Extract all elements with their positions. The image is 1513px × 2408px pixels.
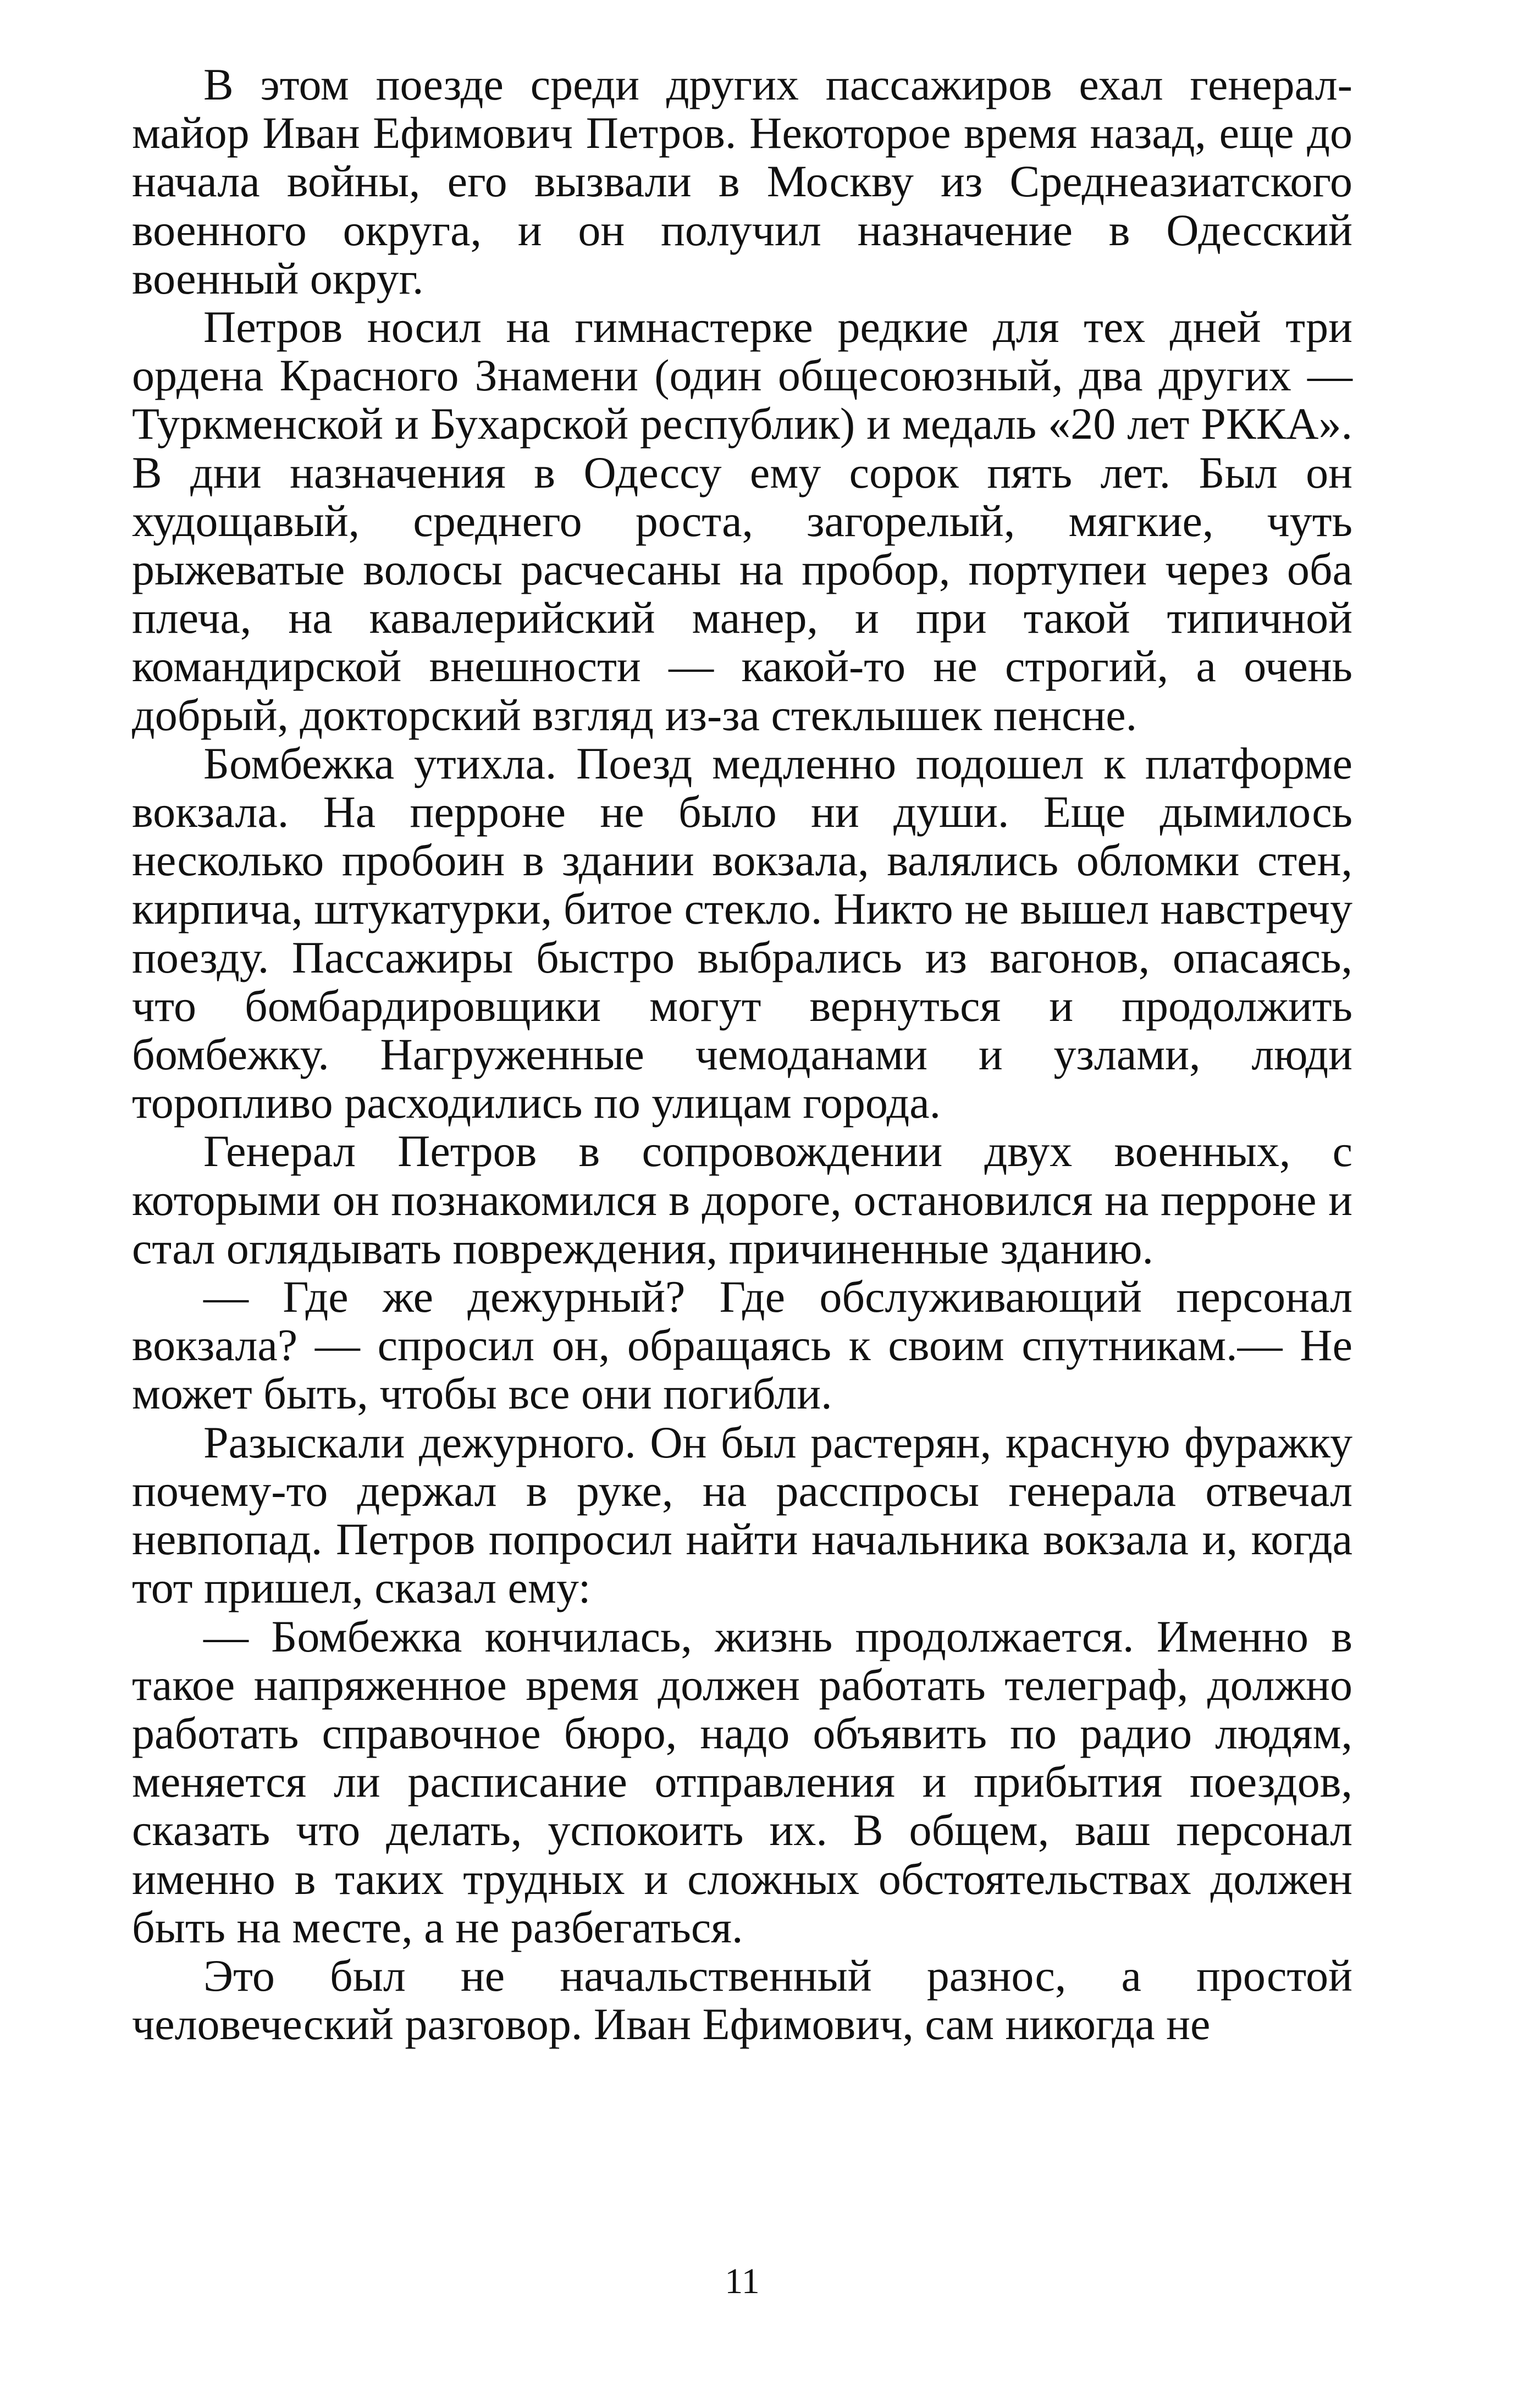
paragraph: Генерал Петров в сопровождении двух военных, с которыми он познакомился в дороге, остановился на перроне и стал оглядывать повреждения, причиненные зданию. — [132, 1126, 1352, 1273]
text-body — [132, 60, 1352, 2048]
paragraph: Петров носил на гимнастерке редкие для тех дней три ордена Красного Знамени (один общесоюзный, два других — Туркменской и Бухарской республик) и медаль «20 лет РККА». В дни назначения в Одессу ему сорок пять лет. Был он худощавый, среднего роста, загорелый, мягкие, чуть рыжеватые волосы расчесаны на пробор, портупеи через оба плеча, на кавалерийский манер, и при такой типичной командирской внешности — какой-то не строгий, а очень добрый, докторский взгляд из-за стеклышек пенсне. — [132, 302, 1352, 740]
page-number: 11 — [725, 2261, 760, 2301]
paragraph: В этом поезде среди других пассажиров ехал генерал-майор Иван Ефимович Петров. Некоторое время назад, еще до начала войны, его вызвали в Москву из Среднеазиатского военного округа, и он получил назначение в Одесский военный округ. — [132, 59, 1352, 303]
paragraph: — Бомбежка кончилась, жизнь продолжается. Именно в такое напряженное время должен работать телеграф, должно работать справочное бюро, надо объявить по радио людям, меняется ли расписание отправления и прибытия поездов, сказать что делать, успокоить их. В общем, ваш персонал именно в таких трудных и сложных обстоятельствах должен быть на месте, а не разбегаться. — [132, 1611, 1352, 1952]
paragraph: Бомбежка утихла. Поезд медленно подошел к платформе вокзала. На перроне не было ни души. Еще дымилось несколько пробоин в здании вокзала, валялись обломки стен, кирпича, штукатурки, битое стекло. Никто не вышел навстречу поезду. Пассажиры быстро выбрались из вагонов, опасаясь, что бомбардировщики могут вернуться и продолжить бомбежку. Нагруженные чемоданами и узлами, люди торопливо расходились по улицам города. — [132, 738, 1352, 1128]
book-page — [132, 60, 1352, 2359]
paragraph: Разыскали дежурного. Он был растерян, красную фуражку почему-то держал в руке, на расспросы генерала отвечал невпопад. Петров попросил найти начальника вокзала и, когда тот пришел, сказал ему: — [132, 1417, 1352, 1613]
paragraph: — Где же дежурный? Где обслуживающий персонал вокзала? — спросил он, обращаясь к своим спутникам.— Не может быть, чтобы все они погибли. — [132, 1272, 1352, 1419]
paragraph: Это был не начальственный разнос, а простой человеческий разговор. Иван Ефимович, сам никогда не — [132, 1950, 1352, 2050]
